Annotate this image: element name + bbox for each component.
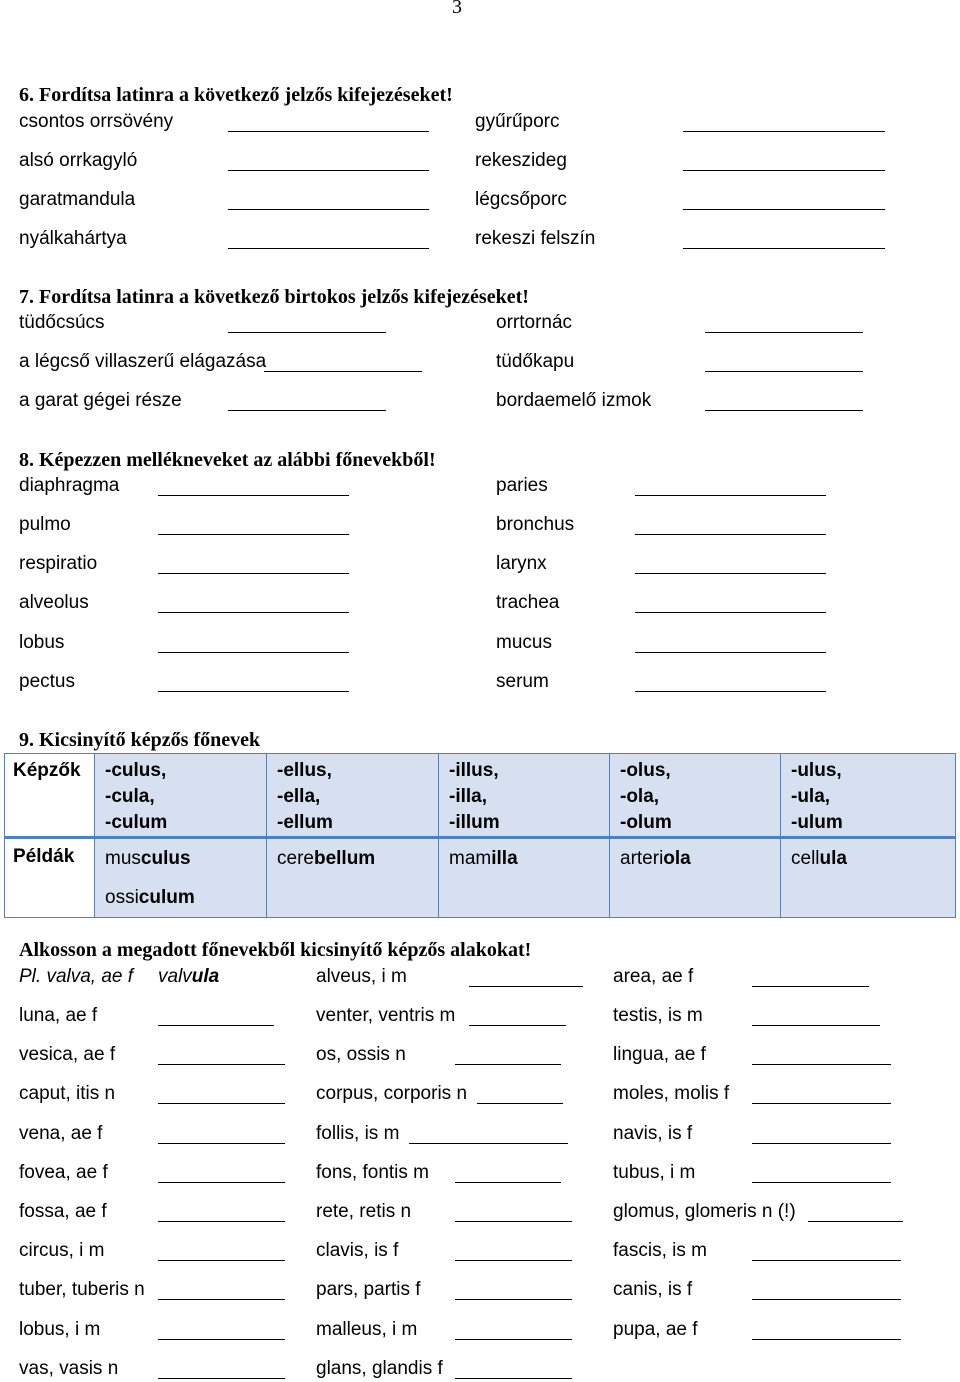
ex7-term: tüdőkapu xyxy=(496,351,575,372)
noun-item: navis, is f xyxy=(613,1123,693,1144)
answer-blank[interactable] xyxy=(752,1260,901,1261)
ex8-term: pulmo xyxy=(19,514,71,535)
ex8-term: bronchus xyxy=(496,514,575,535)
noun-item: caput, itis n xyxy=(19,1083,116,1104)
answer-blank[interactable] xyxy=(455,1299,572,1300)
ex7-term: orrtornác xyxy=(496,312,573,333)
answer-blank[interactable] xyxy=(635,691,826,692)
answer-blank[interactable] xyxy=(477,1103,563,1104)
ex6-term: csontos orrsövény xyxy=(19,111,174,132)
answer-blank[interactable] xyxy=(158,1299,285,1300)
ex7-term: a garat gégei része xyxy=(19,390,182,411)
noun-item: lingua, ae f xyxy=(613,1044,706,1065)
noun-item: corpus, corporis n xyxy=(316,1083,468,1104)
answer-blank[interactable] xyxy=(705,371,863,372)
example-cell: musculus ossiculum xyxy=(95,838,267,918)
page-number: 3 xyxy=(452,0,462,18)
answer-blank[interactable] xyxy=(469,1025,566,1026)
example-cell: arteriola xyxy=(610,838,781,918)
ex8-term: trachea xyxy=(496,592,560,613)
suffix-cell: -olus, -ola, -olum xyxy=(610,754,781,838)
answer-blank[interactable] xyxy=(752,1103,891,1104)
noun-item: testis, is m xyxy=(613,1005,703,1026)
answer-blank[interactable] xyxy=(752,986,869,987)
ex7-term: bordaemelő izmok xyxy=(496,390,652,411)
answer-blank[interactable] xyxy=(228,248,429,249)
noun-item: canis, is f xyxy=(613,1279,693,1300)
noun-item: fascis, is m xyxy=(613,1240,707,1261)
example-cell: mamilla xyxy=(439,838,610,918)
noun-item: os, ossis n xyxy=(316,1044,406,1065)
answer-blank[interactable] xyxy=(705,410,863,411)
answer-blank[interactable] xyxy=(158,1064,285,1065)
noun-item: venter, ventris m xyxy=(316,1005,456,1026)
answer-blank[interactable] xyxy=(455,1339,572,1340)
answer-blank[interactable] xyxy=(455,1260,572,1261)
answer-blank[interactable] xyxy=(264,371,422,372)
answer-blank[interactable] xyxy=(635,534,826,535)
noun-item: glomus, glomeris n (!) xyxy=(613,1201,796,1222)
ex6-term: rekeszi felszín xyxy=(475,228,596,249)
ex6-term: légcsőporc xyxy=(475,189,567,210)
row-label-examples: Példák xyxy=(5,838,95,918)
ex8-term: respiratio xyxy=(19,553,98,574)
answer-blank[interactable] xyxy=(635,612,826,613)
answer-blank[interactable] xyxy=(158,612,349,613)
answer-blank[interactable] xyxy=(752,1299,901,1300)
exercise-10-title: Alkosson a megadott főnevekből kicsinyítő képzős alakokat! xyxy=(19,939,532,961)
suffix-cell: -ulus, -ula, -ulum xyxy=(781,754,956,838)
noun-item: area, ae f xyxy=(613,966,694,987)
ex6-term: rekeszideg xyxy=(475,150,567,171)
ex8-term: lobus xyxy=(19,632,65,653)
answer-blank[interactable] xyxy=(683,209,885,210)
answer-blank[interactable] xyxy=(752,1339,901,1340)
answer-blank[interactable] xyxy=(683,170,885,171)
noun-item: vas, vasis n xyxy=(19,1358,119,1379)
answer-blank[interactable] xyxy=(683,248,885,249)
ex8-term: paries xyxy=(496,475,548,496)
exercise-7-title: 7. Fordítsa latinra a következő birtokos jelzős kifejezéseket! xyxy=(19,286,529,308)
answer-blank[interactable] xyxy=(455,1064,561,1065)
answer-blank[interactable] xyxy=(752,1143,891,1144)
answer-blank[interactable] xyxy=(228,410,386,411)
answer-blank[interactable] xyxy=(158,573,349,574)
noun-item: pupa, ae f xyxy=(613,1319,698,1340)
ex8-term: mucus xyxy=(496,632,552,653)
ex8-term: serum xyxy=(496,671,549,692)
noun-item: rete, retis n xyxy=(316,1201,412,1222)
answer-blank[interactable] xyxy=(752,1182,891,1183)
answer-blank[interactable] xyxy=(158,1103,285,1104)
answer-blank[interactable] xyxy=(228,332,386,333)
ex7-term: a légcső villaszerű elágazása xyxy=(19,351,267,372)
noun-item: luna, ae f xyxy=(19,1005,98,1026)
ex8-term: alveolus xyxy=(19,592,89,613)
ex8-term: diaphragma xyxy=(19,475,120,496)
answer-blank[interactable] xyxy=(158,652,349,653)
noun-item: pars, partis f xyxy=(316,1279,421,1300)
exercise-9-title: 9. Kicsinyítő képzős főnevek xyxy=(19,729,261,751)
answer-blank[interactable] xyxy=(158,495,349,496)
answer-blank[interactable] xyxy=(228,209,429,210)
exercise-6-title: 6. Fordítsa latinra a következő jelzős kifejezéseket! xyxy=(19,84,453,106)
example-row xyxy=(5,838,956,918)
noun-item: fossa, ae f xyxy=(19,1201,107,1222)
answer-blank[interactable] xyxy=(455,1378,572,1379)
answer-blank[interactable] xyxy=(635,495,826,496)
answer-blank[interactable] xyxy=(228,170,429,171)
noun-item: circus, i m xyxy=(19,1240,105,1261)
noun-item: fovea, ae f xyxy=(19,1162,108,1183)
answer-blank[interactable] xyxy=(455,1221,572,1222)
example-cell: cellula xyxy=(781,838,956,918)
suffix-row xyxy=(5,754,956,838)
answer-blank[interactable] xyxy=(228,131,429,132)
example-cell: cerebellum xyxy=(267,838,439,918)
noun-item: clavis, is f xyxy=(316,1240,399,1261)
answer-blank[interactable] xyxy=(752,1025,880,1026)
answer-blank[interactable] xyxy=(705,332,863,333)
noun-item: tubus, i m xyxy=(613,1162,696,1183)
example-label: Pl. valva, ae f xyxy=(19,966,134,987)
answer-blank[interactable] xyxy=(469,986,583,987)
ex7-term: tüdőcsúcs xyxy=(19,312,105,333)
ex6-term: alsó orrkagyló xyxy=(19,150,138,171)
answer-blank[interactable] xyxy=(158,1025,274,1026)
answer-blank[interactable] xyxy=(158,1221,285,1222)
answer-blank[interactable] xyxy=(158,1182,285,1183)
ex6-term: nyálkahártya xyxy=(19,228,127,249)
answer-blank[interactable] xyxy=(455,1182,561,1183)
exercise-8-title: 8. Képezzen mellékneveket az alábbi főnevekből! xyxy=(19,449,436,471)
ex6-term: gyűrűporc xyxy=(475,111,560,132)
noun-item: fons, fontis m xyxy=(316,1162,429,1183)
answer-blank[interactable] xyxy=(635,652,826,653)
noun-item: moles, molis f xyxy=(613,1083,730,1104)
noun-item: follis, is m xyxy=(316,1123,400,1144)
ex6-term: garatmandula xyxy=(19,189,136,210)
noun-item: tuber, tuberis n xyxy=(19,1279,145,1300)
answer-blank[interactable] xyxy=(158,1378,285,1379)
suffix-cell: -ellus, -ella, -ellum xyxy=(267,754,439,838)
answer-blank[interactable] xyxy=(158,691,349,692)
noun-item: lobus, i m xyxy=(19,1319,101,1340)
answer-blank[interactable] xyxy=(752,1064,891,1065)
answer-blank[interactable] xyxy=(158,1339,285,1340)
ex8-term: larynx xyxy=(496,553,547,574)
suffix-cell: -culus, -cula, -culum xyxy=(95,754,267,838)
answer-blank[interactable] xyxy=(158,1143,285,1144)
suffix-cell: -illus, -illa, -illum xyxy=(439,754,610,838)
example-answer: valvula xyxy=(158,966,220,987)
ex8-term: pectus xyxy=(19,671,75,692)
answer-blank[interactable] xyxy=(158,1260,285,1261)
noun-item: malleus, i m xyxy=(316,1319,418,1340)
answer-blank[interactable] xyxy=(158,534,349,535)
noun-item: vesica, ae f xyxy=(19,1044,116,1065)
noun-item: vena, ae f xyxy=(19,1123,103,1144)
row-label-suffixes: Képzők xyxy=(5,754,95,838)
suffix-table xyxy=(4,753,956,918)
answer-blank[interactable] xyxy=(409,1143,568,1144)
answer-blank[interactable] xyxy=(683,131,885,132)
noun-item: alveus, i m xyxy=(316,966,407,987)
answer-blank[interactable] xyxy=(635,573,826,574)
noun-item: glans, glandis f xyxy=(316,1358,443,1379)
answer-blank[interactable] xyxy=(808,1221,903,1222)
